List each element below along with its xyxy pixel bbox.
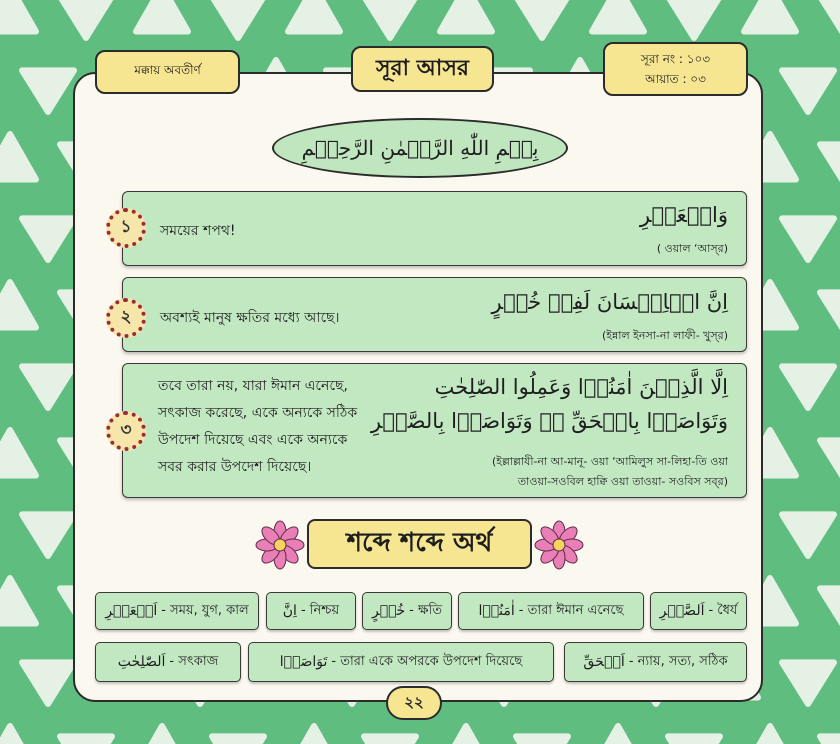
- word-box: [95, 642, 241, 682]
- flower-right-icon: [534, 520, 584, 570]
- background-triangle: [820, 144, 840, 186]
- word-meaning: - তারা একে অপরকে উপদেশ দিয়েছে: [331, 653, 523, 669]
- word-meaning-heading: শব্দে শব্দে অর্থ: [307, 519, 532, 569]
- flower-left-icon: [255, 520, 305, 570]
- background-triangle: [820, 0, 840, 38]
- verse-3-meaning-line: তবে তারা নয়, যারা ঈমান এনেছে,: [158, 378, 348, 394]
- verse-2-arabic: اِنَّ الۡاِنۡسَانَ لَفِیۡ خُسۡرٍ: [491, 290, 728, 314]
- background-triangle: [668, 0, 720, 38]
- bismillah: بِسۡمِ اللّٰهِ الرَّحۡمٰنِ الرَّحِیۡمِ: [272, 118, 568, 178]
- background-triangle: [516, 0, 568, 38]
- background-triangle: [60, 0, 112, 38]
- word-meaning: - ধৈর্য: [708, 602, 738, 618]
- background-triangle: [136, 726, 188, 744]
- word-arabic: تَوَاصَوۡا: [279, 654, 328, 670]
- background-triangle: [782, 218, 834, 260]
- word-arabic: اِنَّ: [282, 603, 297, 619]
- background-triangle: [0, 430, 36, 476]
- background-triangle: [22, 218, 74, 260]
- background-triangle: [744, 726, 796, 744]
- verse-1-meaning: সময়ের শপথ!: [160, 223, 236, 239]
- surah-title: সূরা আসর: [351, 46, 494, 92]
- verse-3-translit-line: (ইল্লাল্লাযী-না আ-মানূ- ওয়া ‘আমিলুস সা-লিহা-তি ওয়া: [491, 455, 728, 468]
- word-meaning: - সময়, যুগ, কাল: [161, 602, 249, 618]
- background-triangle: [288, 726, 340, 744]
- background-triangle: [0, 134, 36, 180]
- verse-3-meaning-line: সবর করার উপদেশ দিয়েছে।: [158, 459, 312, 475]
- background-triangle: [364, 0, 416, 38]
- verse-2-meaning: অবশ্যই মানুষ ক্ষতির মধ্যে আছে।: [160, 310, 340, 326]
- background-triangle: [0, 282, 36, 328]
- word-box: [95, 592, 259, 630]
- word-arabic: اٰمَنُوۡا: [478, 603, 515, 619]
- word-meaning: - ন্যায়, সত্য, সঠিক: [628, 653, 728, 669]
- background-triangle: [820, 588, 840, 630]
- verse-2-transliteration: (ইন্নাল ইনসা-না লাফী- খুস্‌র): [601, 329, 728, 342]
- background-triangle: [744, 0, 796, 32]
- background-triangle: [22, 70, 74, 112]
- word-meaning: - নিশ্চয়: [300, 602, 340, 618]
- verse-3-meaning-line: উপদেশ দিয়েছে এবং একে অন্যকে: [158, 432, 348, 448]
- verse-number-badge-1: ১: [106, 208, 146, 248]
- verse-number-badge-2: ২: [106, 298, 146, 338]
- background-triangle: [782, 514, 834, 556]
- word-box: [362, 592, 452, 630]
- word-meaning: - সৎকাজ: [169, 653, 219, 669]
- background-triangle: [516, 736, 568, 744]
- verse-3-arabic-line: اِلَّا الَّذِیۡنَ اٰمَنُوۡا وَعَمِلُوا الصّٰلِحٰتِ: [434, 375, 728, 399]
- background-triangle: [212, 736, 264, 744]
- background-triangle: [668, 736, 720, 744]
- background-triangle: [820, 292, 840, 334]
- background-triangle: [22, 366, 74, 408]
- background-triangle: [288, 0, 340, 32]
- word-arabic: خُسۡرٍ: [371, 603, 406, 619]
- word-box: [650, 592, 747, 630]
- word-meaning: - ক্ষতি: [409, 602, 443, 618]
- word-box: [266, 592, 356, 630]
- verse-3-arabic-line: وَتَوَاصَوۡا بِالۡحَقِّ ۬ۙ وَتَوَاصَوۡا بِالصَّبۡرِ: [370, 409, 728, 433]
- verse-1-arabic: وَالۡعَصۡرِ: [639, 203, 728, 227]
- word-arabic: اَلصّٰلِحٰتِ: [117, 654, 166, 670]
- background-triangle: [212, 0, 264, 38]
- background-triangle: [0, 578, 36, 624]
- background-triangle: [440, 0, 492, 32]
- background-triangle: [22, 514, 74, 556]
- surah-number: সূরা নং : ১০৩: [640, 52, 711, 66]
- background-triangle: [820, 440, 840, 482]
- verse-3-meaning-line: সৎকাজ করেছে, একে অন্যকে সঠিক: [158, 405, 358, 421]
- background-triangle: [22, 662, 74, 704]
- background-triangle: [592, 0, 644, 32]
- verse-1-transliteration: ( ওয়াল ‘আস্‌র): [656, 242, 728, 255]
- verse-number-badge-3: ৩: [106, 411, 146, 451]
- background-triangle: [60, 736, 112, 744]
- verse-3-arabic: [371, 370, 728, 438]
- background-triangle: [0, 726, 36, 744]
- page-number: ২২: [386, 686, 442, 720]
- background-triangle: [364, 736, 416, 744]
- surah-info: [603, 42, 748, 96]
- ayat-count: আয়াত : ০৩: [645, 72, 706, 86]
- background-triangle: [782, 366, 834, 408]
- word-meaning: - তারা ঈমান এনেছে: [518, 602, 624, 618]
- background-triangle: [782, 662, 834, 704]
- word-box: [248, 642, 554, 682]
- verse-3-transliteration: [492, 452, 728, 492]
- background-triangle: [440, 726, 492, 744]
- background-triangle: [592, 726, 644, 744]
- background-triangle: [820, 736, 840, 744]
- word-arabic: اَلۡحَقِّ: [583, 654, 625, 670]
- background-triangle: [782, 70, 834, 112]
- word-box: [564, 642, 747, 682]
- background-triangle: [0, 0, 36, 32]
- word-arabic: اَلصَّبۡرِ: [659, 603, 705, 619]
- background-triangle: [136, 0, 188, 32]
- word-arabic: اَلۡعَصۡرِ: [105, 603, 158, 619]
- word-box: [458, 592, 644, 630]
- verse-3-translit-line: তাওয়া-সওবিল হাক্বি ওয়া তাওয়া- সওবিস সব্‌র): [517, 475, 728, 488]
- revelation-label: মক্কায় অবতীর্ণ: [95, 50, 240, 94]
